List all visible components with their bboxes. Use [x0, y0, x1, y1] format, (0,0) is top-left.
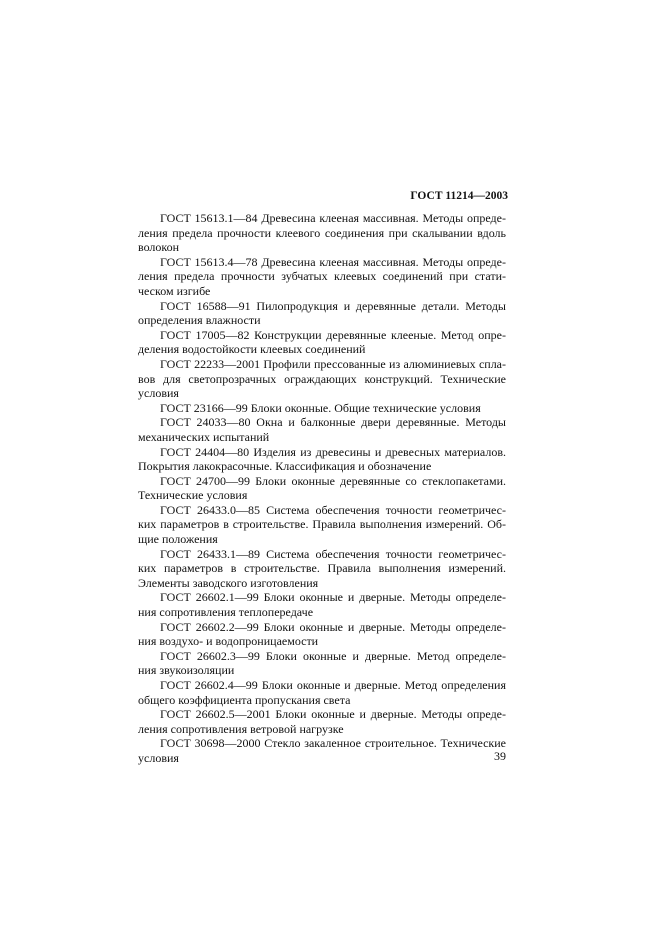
entry-line: условия [138, 750, 179, 765]
entry-line: Технические условия [138, 488, 248, 503]
entry-line: общего коэффициента пропускания света [138, 692, 351, 707]
entry-line: ГОСТ 15613.1—84 Древесина клееная массивная. Методы опреде- [160, 211, 506, 225]
standard-entry [138, 678, 506, 707]
standard-entry [138, 328, 506, 357]
standard-entry [138, 357, 506, 401]
entry-line: ГОСТ 26602.3—99 Блоки оконные и дверные. Метод определе- [160, 648, 506, 663]
entry-line: щие положения [138, 532, 218, 547]
entry-line: ния сопротивления теплопередаче [138, 605, 314, 620]
entry-line: ГОСТ 26602.4—99 Блоки оконные и дверные. Метод определения [160, 678, 506, 692]
standards-list [138, 211, 506, 766]
entry-line: механических испытаний [138, 429, 270, 444]
entry-line: ГОСТ 17005—82 Конструкции деревянные клееные. Метод опре- [160, 327, 506, 342]
entry-line: ческом изгибе [138, 283, 211, 298]
standard-entry [138, 474, 506, 503]
entry-line: Элементы заводского изготовления [138, 575, 319, 590]
standard-entry [138, 255, 506, 299]
standard-entry [138, 620, 506, 649]
entry-line: деления водостойкости клеевых соединений [138, 342, 366, 357]
entry-line: ких параметров в строительстве. Правила выполнения измерений. Об- [138, 517, 506, 532]
entry-line: ления сопротивления ветровой нагрузке [138, 721, 344, 736]
entry-line: ления предела прочности клеевого соединения при скалывании вдоль [138, 225, 506, 240]
standard-entry [138, 547, 506, 591]
entry-line: ких параметров в строительстве. Правила выполнения измерений. [138, 561, 506, 576]
entry-line: ГОСТ 22233—2001 Профили прессованные из алюминиевых спла- [160, 356, 506, 371]
entry-line: ния звукоизоляции [138, 663, 235, 678]
standard-entry [138, 503, 506, 547]
standard-entry [138, 415, 506, 444]
standard-entry [138, 211, 506, 255]
entry-line: ГОСТ 23166—99 Блоки оконные. Общие технические условия [160, 400, 481, 415]
standard-entry [138, 707, 506, 736]
entry-line: волокон [138, 240, 180, 255]
entry-line: определения влажности [138, 313, 261, 328]
standard-entry [138, 649, 506, 678]
standard-entry [138, 590, 506, 619]
entry-line: ГОСТ 26433.0—85 Система обеспечения точности геометричес- [160, 502, 506, 517]
entry-line: Покрытия лакокрасочные. Классификация и обозначение [138, 459, 432, 474]
entry-line: ГОСТ 26602.5—2001 Блоки оконные и дверные. Методы опреде- [160, 707, 506, 722]
entry-line: ГОСТ 26602.2—99 Блоки оконные и дверные. Методы определе- [160, 619, 506, 634]
entry-line: ГОСТ 30698—2000 Стекло закаленное строительное. Технические [160, 736, 506, 751]
entry-line: ГОСТ 24033—80 Окна и балконные двери деревянные. Методы [160, 415, 506, 430]
entry-line: ГОСТ 26602.1—99 Блоки оконные и дверные. Методы определе- [160, 590, 506, 605]
entry-line: ния воздухо- и водопроницаемости [138, 634, 319, 649]
entry-line: условия [138, 386, 179, 401]
standard-entry [138, 445, 506, 474]
standard-entry [138, 736, 506, 765]
entry-line: ГОСТ 16588—91 Пилопродукция и деревянные детали. Методы [160, 298, 506, 313]
standard-entry [138, 401, 506, 416]
entry-line: ГОСТ 24404—80 Изделия из древесины и древесных материалов. [160, 444, 506, 459]
entry-line: вов для светопрозрачных ограждающих конструкций. Технические [138, 371, 506, 386]
entry-line: ления предела прочности зубчатых клеевых соединений при стати- [138, 269, 506, 284]
entry-line: ГОСТ 26433.1—89 Система обеспечения точности геометричес- [160, 546, 506, 561]
page-number: 39 [494, 749, 506, 763]
standard-entry [138, 299, 506, 328]
entry-line: ГОСТ 24700—99 Блоки оконные деревянные со стеклопакетами. [160, 473, 506, 488]
page-header: ГОСТ 11214—2003 [410, 190, 508, 202]
entry-line: ГОСТ 15613.4—78 Древесина клееная массивная. Методы опреде- [160, 254, 506, 269]
